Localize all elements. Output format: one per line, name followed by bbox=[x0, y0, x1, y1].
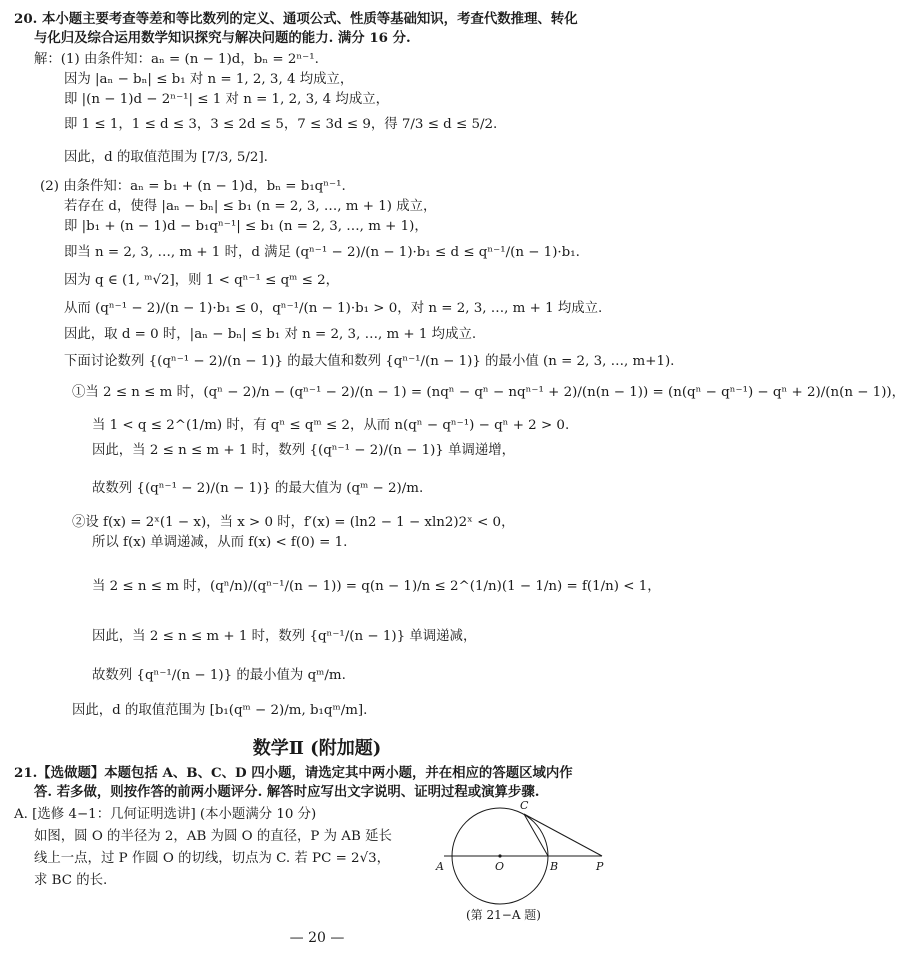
solution-line: ②设 f(x) = 2ˣ(1 − x)，当 x > 0 时，f′(x) = (ln2 − 1 − xln2)2ˣ < 0， bbox=[72, 515, 515, 530]
geometry-figure bbox=[430, 798, 620, 903]
page-number: — 20 — bbox=[289, 930, 345, 946]
solution-line: 即 |(n − 1)d − 2ⁿ⁻¹| ≤ 1 对 n = 1, 2, 3, 4 均成立， bbox=[64, 92, 389, 107]
section-heading: 数学Ⅱ (附加题) bbox=[252, 738, 382, 759]
solution-line: 解：(1) 由条件知：aₙ = (n − 1)d，bₙ = 2ⁿ⁻¹. bbox=[34, 52, 319, 67]
solution-line: 因此，当 2 ≤ n ≤ m + 1 时，数列 {qⁿ⁻¹/(n − 1)} 单调递减， bbox=[92, 629, 477, 644]
solution-line: 因为 q ∈ (1, ᵐ√2]，则 1 < qⁿ⁻¹ ≤ qᵐ ≤ 2， bbox=[64, 273, 340, 288]
problem-21-intro: 21.【选做题】本题包括 A、B、C、D 四小题，请选定其中两小题，并在相应的答题区域内作 bbox=[14, 765, 573, 781]
problem-21a-title: A. [选修 4−1：几何证明选讲] (本小题满分 10 分) bbox=[14, 807, 317, 822]
figure-caption: (第 21−A 题) bbox=[466, 908, 541, 922]
solution-line: 因此，当 2 ≤ n ≤ m + 1 时，数列 {(qⁿ⁻¹ − 2)/(n − 1)} 单调递增， bbox=[92, 443, 516, 458]
problem-21a-text: 线上一点，过 P 作圆 O 的切线，切点为 C. 若 PC = 2√3， bbox=[34, 851, 391, 866]
problem-20-intro: 与化归及综合运用数学知识探究与解决问题的能力. 满分 16 分. bbox=[34, 30, 411, 46]
solution-line: 当 1 < q ≤ 2^(1/m) 时，有 qⁿ ≤ qᵐ ≤ 2，从而 n(qⁿ − qⁿ⁻¹) − qⁿ + 2 > 0. bbox=[92, 418, 570, 433]
label-c: C bbox=[520, 799, 529, 812]
solution-line: 即 |b₁ + (n − 1)d − b₁qⁿ⁻¹| ≤ b₁ (n = 2, 3, …, m + 1)， bbox=[64, 219, 428, 234]
problem-20-intro: 20. 本小题主要考查等差和等比数列的定义、通项公式、性质等基础知识，考查代数推理、转化 bbox=[14, 11, 578, 27]
solution-line: 因此，取 d = 0 时，|aₙ − bₙ| ≤ b₁ 对 n = 2, 3, …, m + 1 均成立. bbox=[64, 327, 477, 342]
label-b: B bbox=[550, 860, 559, 873]
problem-21a-text: 求 BC 的长. bbox=[34, 873, 108, 888]
solution-line: 因此，d 的取值范围为 [b₁(qᵐ − 2)/m, b₁qᵐ/m]. bbox=[72, 703, 368, 718]
solution-line: 下面讨论数列 {(qⁿ⁻¹ − 2)/(n − 1)} 的最大值和数列 {qⁿ⁻¹/(n − 1)} 的最小值 (n = 2, 3, …, m+1). bbox=[64, 354, 675, 369]
label-o: O bbox=[495, 860, 505, 873]
solution-line: 即当 n = 2, 3, …, m + 1 时，d 满足 (qⁿ⁻¹ − 2)/(n − 1)·b₁ ≤ d ≤ qⁿ⁻¹/(n − 1)·b₁. bbox=[64, 245, 580, 260]
solution-line: (2) 由条件知：aₙ = b₁ + (n − 1)d，bₙ = b₁qⁿ⁻¹. bbox=[40, 179, 346, 194]
solution-line: 故数列 {(qⁿ⁻¹ − 2)/(n − 1)} 的最大值为 (qᵐ − 2)/m. bbox=[92, 481, 424, 496]
solution-line: 当 2 ≤ n ≤ m 时，(qⁿ/n)/(qⁿ⁻¹/(n − 1)) = q(n − 1)/n ≤ 2^(1/n)(1 − 1/n) = f(1/n) < 1， bbox=[92, 579, 661, 594]
solution-line: 因此，d 的取值范围为 [7/3, 5/2]. bbox=[64, 150, 268, 165]
center-point bbox=[498, 854, 501, 857]
problem-21a-text: 如图，圆 O 的半径为 2，AB 为圆 O 的直径，P 为 AB 延长 bbox=[34, 829, 392, 844]
label-a: A bbox=[436, 860, 444, 873]
solution-line: 故数列 {qⁿ⁻¹/(n − 1)} 的最小值为 qᵐ/m. bbox=[92, 668, 346, 683]
label-p: P bbox=[596, 860, 604, 873]
solution-line: 从而 (qⁿ⁻¹ − 2)/(n − 1)·b₁ ≤ 0，qⁿ⁻¹/(n − 1)·b₁ > 0，对 n = 2, 3, …, m + 1 均成立. bbox=[64, 301, 603, 316]
solution-line: 因为 |aₙ − bₙ| ≤ b₁ 对 n = 1, 2, 3, 4 均成立， bbox=[64, 72, 354, 87]
solution-line: 即 1 ≤ 1，1 ≤ d ≤ 3，3 ≤ 2d ≤ 5，7 ≤ 3d ≤ 9，得 7/3 ≤ d ≤ 5/2. bbox=[64, 117, 498, 132]
problem-21-intro: 答. 若多做，则按作答的前两小题评分. 解答时应写出文字说明、证明过程或演算步骤. bbox=[34, 784, 540, 800]
solution-line: ①当 2 ≤ n ≤ m 时，(qⁿ − 2)/n − (qⁿ⁻¹ − 2)/(n − 1) = (nqⁿ − qⁿ − nqⁿ⁻¹ + 2)/(n(n − 1)) = (n(qⁿ − qⁿ⁻¹) − qⁿ + 2)/(n(n − 1))， bbox=[72, 385, 905, 400]
solution-line: 所以 f(x) 单调递减，从而 f(x) < f(0) = 1. bbox=[92, 535, 348, 550]
solution-line: 若存在 d，使得 |aₙ − bₙ| ≤ b₁ (n = 2, 3, …, m + 1) 成立， bbox=[64, 199, 437, 214]
